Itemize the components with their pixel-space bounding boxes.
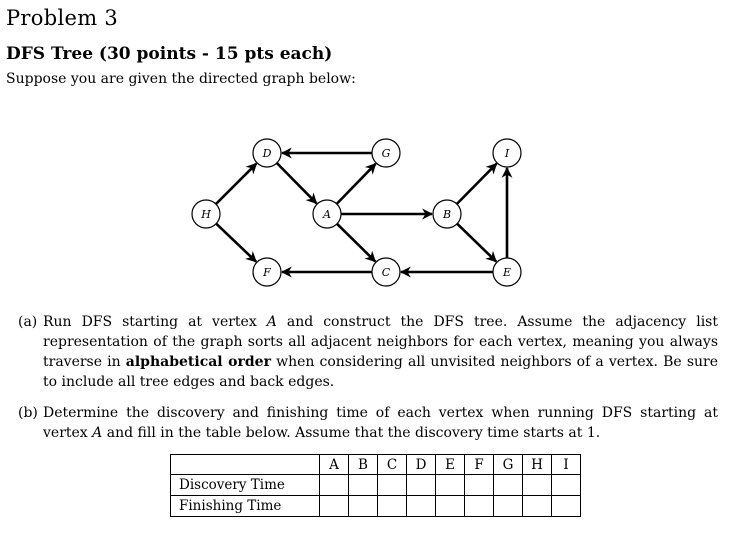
finishing-cell-a[interactable] <box>320 496 349 517</box>
node-label-h: H <box>201 208 211 221</box>
node-d <box>253 139 281 167</box>
node-label-d: D <box>262 147 272 160</box>
node-b <box>433 200 461 228</box>
intro-text: Suppose you are given the directed graph below: <box>6 71 356 87</box>
column-header-e: E <box>436 455 465 475</box>
part-a-bold: alphabetical order <box>125 354 271 370</box>
finishing-cell-i[interactable] <box>552 496 581 517</box>
discovery-time-label: Discovery Time <box>171 475 320 496</box>
section-title: DFS Tree (30 points - 15 pts each) <box>6 44 333 64</box>
discovery-time-row <box>171 475 581 496</box>
discovery-cell-g[interactable] <box>494 475 523 496</box>
finishing-cell-f[interactable] <box>465 496 494 517</box>
edge-h-to-d <box>216 164 257 205</box>
node-f <box>253 258 281 286</box>
discovery-cell-c[interactable] <box>378 475 407 496</box>
part-b-text-2: and fill in the table below. Assume that the discovery time starts at 1. <box>102 425 601 441</box>
part-a-label: (a) <box>18 314 38 330</box>
finishing-cell-e[interactable] <box>436 496 465 517</box>
column-header-c: C <box>378 455 407 475</box>
graph-nodes <box>192 139 521 286</box>
finishing-cell-b[interactable] <box>349 496 378 517</box>
part-b-text <box>43 403 718 443</box>
node-g <box>372 139 400 167</box>
node-c <box>372 258 400 286</box>
graph-edges <box>216 153 507 272</box>
discovery-cell-b[interactable] <box>349 475 378 496</box>
table-header-row <box>171 455 581 475</box>
node-label-b: B <box>442 208 452 221</box>
finishing-cell-c[interactable] <box>378 496 407 517</box>
edge-b-to-e <box>457 224 496 262</box>
table-corner-cell <box>171 455 320 475</box>
column-header-b: B <box>349 455 378 475</box>
part-a-text-2: and construct the DFS tree. Assume the adjacency list representation of the graph sorts all adjacent neighbors for each vertex, meaning you always traverse in <box>43 314 718 370</box>
discovery-cell-e[interactable] <box>436 475 465 496</box>
node-h <box>192 200 220 228</box>
part-a <box>18 312 718 392</box>
node-e <box>493 258 521 286</box>
column-header-f: F <box>465 455 494 475</box>
edge-a-to-c <box>337 224 375 262</box>
dfs-times-table <box>170 454 581 517</box>
node-label-c: C <box>381 266 391 279</box>
node-label-a: A <box>323 208 331 221</box>
edge-b-to-i <box>457 164 497 204</box>
finishing-cell-h[interactable] <box>523 496 552 517</box>
part-b-vertex: A <box>92 425 103 441</box>
edge-a-to-g <box>337 164 376 204</box>
finishing-time-label: Finishing Time <box>171 496 320 517</box>
column-header-g: G <box>494 455 523 475</box>
finishing-cell-d[interactable] <box>407 496 436 517</box>
column-header-a: A <box>320 455 349 475</box>
part-b-label: (b) <box>18 405 38 421</box>
node-i <box>493 139 521 167</box>
part-a-vertex: A <box>266 314 277 330</box>
finishing-cell-g[interactable] <box>494 496 523 517</box>
column-header-i: I <box>552 455 581 475</box>
part-a-text-3: when considering all unvisited neighbors of a vertex. Be sure to include all tree edges and back edges. <box>43 354 719 390</box>
node-label-f: F <box>263 266 271 279</box>
edge-d-to-a <box>277 163 317 203</box>
column-header-h: H <box>523 455 552 475</box>
discovery-cell-i[interactable] <box>552 475 581 496</box>
discovery-cell-d[interactable] <box>407 475 436 496</box>
node-a <box>313 200 341 228</box>
finishing-time-row <box>171 496 581 517</box>
part-b-text-1: Determine the discovery and finishing time of each vertex when running DFS starting at vertex <box>43 405 718 441</box>
problem-title: Problem 3 <box>6 6 119 30</box>
discovery-cell-f[interactable] <box>465 475 494 496</box>
edge-h-to-f <box>216 224 256 262</box>
part-b <box>18 403 718 443</box>
discovery-cell-a[interactable] <box>320 475 349 496</box>
part-a-text <box>43 312 718 392</box>
node-label-g: G <box>381 147 391 160</box>
node-label-i: I <box>504 147 510 160</box>
node-label-e: E <box>502 266 512 279</box>
discovery-cell-h[interactable] <box>523 475 552 496</box>
part-a-text-1: Run DFS starting at vertex <box>43 314 267 330</box>
column-header-d: D <box>407 455 436 475</box>
